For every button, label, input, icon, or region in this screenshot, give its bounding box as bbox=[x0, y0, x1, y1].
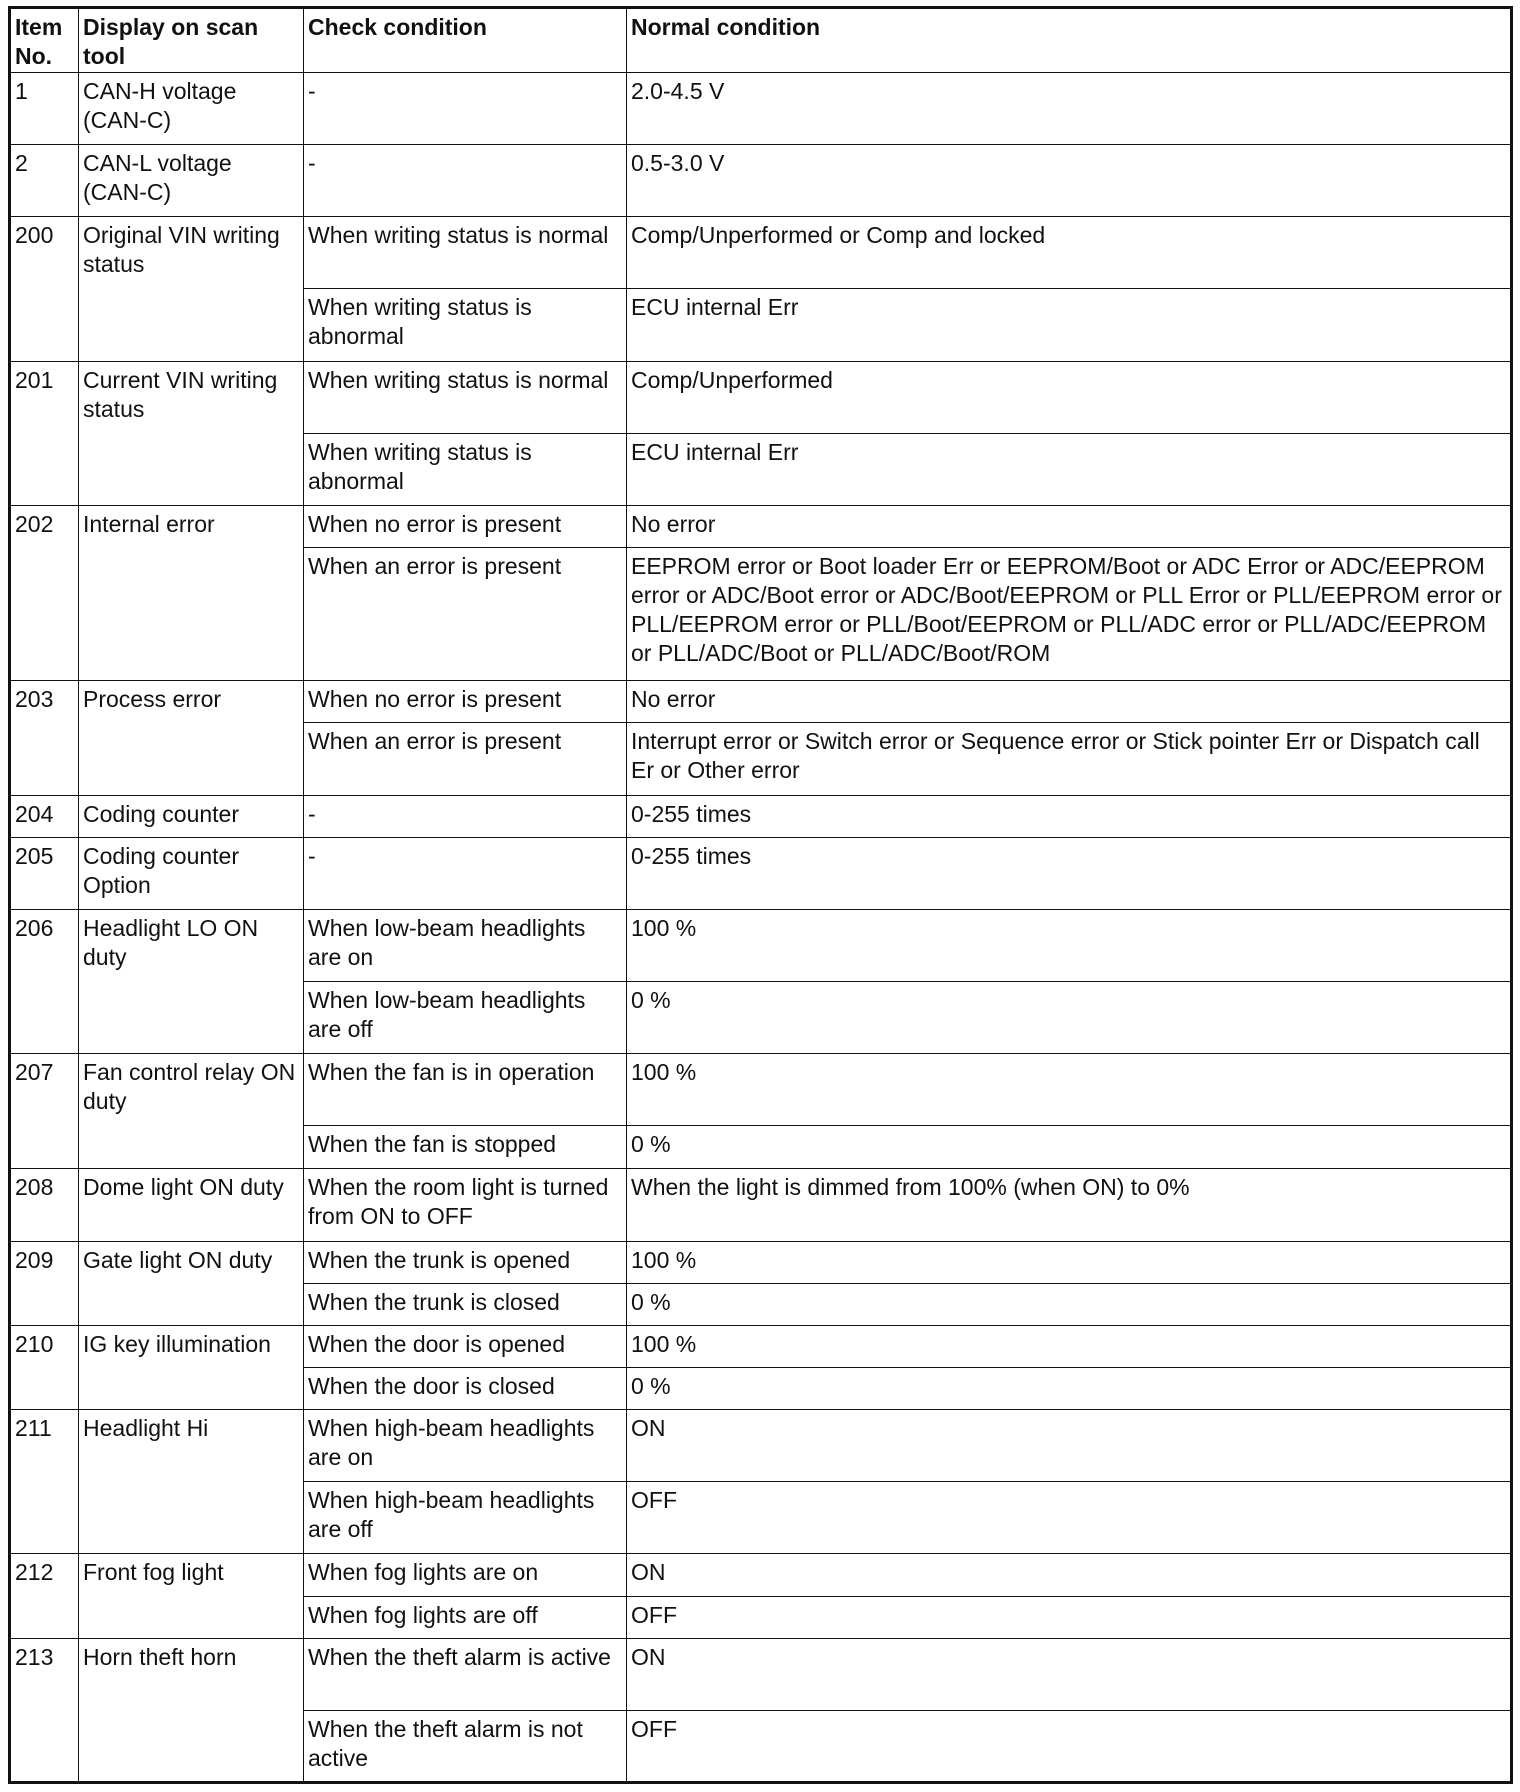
check-condition-cell: When the trunk is opened bbox=[304, 1242, 627, 1284]
table-row bbox=[10, 1410, 1512, 1482]
check-condition-cell: When writing status is normal bbox=[304, 362, 627, 434]
table-row bbox=[10, 1169, 1512, 1242]
header-item-no: Item No. bbox=[10, 8, 79, 73]
normal-condition-cell: 0.5-3.0 V bbox=[627, 145, 1512, 217]
display-name-cell: Internal error bbox=[79, 506, 304, 681]
display-name-cell: Headlight Hi bbox=[79, 1410, 304, 1554]
normal-condition-cell: OFF bbox=[627, 1482, 1512, 1554]
check-condition-cell: When the door is closed bbox=[304, 1368, 627, 1410]
normal-condition-cell: OFF bbox=[627, 1597, 1512, 1639]
table-row bbox=[10, 910, 1512, 982]
table-row bbox=[10, 1554, 1512, 1597]
item-number-cell: 210 bbox=[10, 1326, 79, 1410]
table-row bbox=[10, 217, 1512, 289]
display-name-cell: Current VIN writing status bbox=[79, 362, 304, 506]
display-name-cell: Process error bbox=[79, 681, 304, 796]
table-row bbox=[10, 1326, 1512, 1368]
header-display: Display on scan tool bbox=[79, 8, 304, 73]
check-condition-cell: When high-beam headlights are on bbox=[304, 1410, 627, 1482]
item-number-cell: 206 bbox=[10, 910, 79, 1054]
display-name-cell: Horn theft horn bbox=[79, 1639, 304, 1783]
check-condition-cell: When the fan is stopped bbox=[304, 1126, 627, 1169]
check-condition-cell: When low-beam headlights are off bbox=[304, 982, 627, 1054]
table-row bbox=[10, 838, 1512, 910]
normal-condition-cell: 0 % bbox=[627, 1368, 1512, 1410]
display-name-cell: Fan control relay ON duty bbox=[79, 1054, 304, 1169]
item-number-cell: 203 bbox=[10, 681, 79, 796]
display-name-cell: Coding counter bbox=[79, 796, 304, 838]
check-condition-cell: When high-beam headlights are off bbox=[304, 1482, 627, 1554]
display-name-cell: Original VIN writing status bbox=[79, 217, 304, 362]
check-condition-cell: When low-beam headlights are on bbox=[304, 910, 627, 982]
check-condition-cell: When no error is present bbox=[304, 506, 627, 548]
table-row bbox=[10, 681, 1512, 723]
normal-condition-cell: 100 % bbox=[627, 910, 1512, 982]
item-number-cell: 2 bbox=[10, 145, 79, 217]
check-condition-cell: When the theft alarm is not active bbox=[304, 1711, 627, 1783]
check-condition-cell: - bbox=[304, 73, 627, 145]
check-condition-cell: When an error is present bbox=[304, 548, 627, 681]
header-check-condition: Check condition bbox=[304, 8, 627, 73]
check-condition-cell: When the trunk is closed bbox=[304, 1284, 627, 1326]
table-row bbox=[10, 362, 1512, 434]
display-name-cell: Front fog light bbox=[79, 1554, 304, 1639]
item-number-cell: 200 bbox=[10, 217, 79, 362]
normal-condition-cell: No error bbox=[627, 681, 1512, 723]
normal-condition-cell: OFF bbox=[627, 1711, 1512, 1783]
check-condition-cell: - bbox=[304, 145, 627, 217]
display-name-cell: CAN-L voltage (CAN-C) bbox=[79, 145, 304, 217]
check-condition-cell: When the door is opened bbox=[304, 1326, 627, 1368]
display-name-cell: Coding counter Option bbox=[79, 838, 304, 910]
normal-condition-cell: Comp/Unperformed or Comp and locked bbox=[627, 217, 1512, 289]
check-condition-cell: When the theft alarm is active bbox=[304, 1639, 627, 1711]
normal-condition-cell: 0 % bbox=[627, 1126, 1512, 1169]
table-row bbox=[10, 796, 1512, 838]
check-condition-cell: When an error is present bbox=[304, 723, 627, 796]
normal-condition-cell: 0-255 times bbox=[627, 838, 1512, 910]
check-condition-cell: When no error is present bbox=[304, 681, 627, 723]
normal-condition-cell: 100 % bbox=[627, 1326, 1512, 1368]
data-monitor-table bbox=[8, 6, 1513, 1784]
item-number-cell: 205 bbox=[10, 838, 79, 910]
table-row bbox=[10, 506, 1512, 548]
item-number-cell: 209 bbox=[10, 1242, 79, 1326]
normal-condition-cell: 0 % bbox=[627, 1284, 1512, 1326]
item-number-cell: 1 bbox=[10, 73, 79, 145]
item-number-cell: 201 bbox=[10, 362, 79, 506]
header-normal-condition: Normal condition bbox=[627, 8, 1512, 73]
normal-condition-cell: No error bbox=[627, 506, 1512, 548]
check-condition-cell: When fog lights are off bbox=[304, 1597, 627, 1639]
check-condition-cell: When writing status is abnormal bbox=[304, 434, 627, 506]
check-condition-cell: - bbox=[304, 838, 627, 910]
normal-condition-cell: ECU internal Err bbox=[627, 434, 1512, 506]
normal-condition-cell: ECU internal Err bbox=[627, 289, 1512, 362]
item-number-cell: 212 bbox=[10, 1554, 79, 1639]
normal-condition-cell: When the light is dimmed from 100% (when ON) to 0% bbox=[627, 1169, 1512, 1242]
normal-condition-cell: ON bbox=[627, 1410, 1512, 1482]
check-condition-cell: When writing status is abnormal bbox=[304, 289, 627, 362]
table-row bbox=[10, 73, 1512, 145]
item-number-cell: 208 bbox=[10, 1169, 79, 1242]
table-row bbox=[10, 1639, 1512, 1711]
display-name-cell: CAN-H voltage (CAN-C) bbox=[79, 73, 304, 145]
check-condition-cell: When the fan is in operation bbox=[304, 1054, 627, 1126]
table-row bbox=[10, 1242, 1512, 1284]
normal-condition-cell: ON bbox=[627, 1639, 1512, 1711]
display-name-cell: IG key illumination bbox=[79, 1326, 304, 1410]
check-condition-cell: When fog lights are on bbox=[304, 1554, 627, 1597]
normal-condition-cell: 100 % bbox=[627, 1054, 1512, 1126]
display-name-cell: Dome light ON duty bbox=[79, 1169, 304, 1242]
item-number-cell: 207 bbox=[10, 1054, 79, 1169]
header-row bbox=[10, 8, 1512, 73]
display-name-cell: Gate light ON duty bbox=[79, 1242, 304, 1326]
normal-condition-cell: ON bbox=[627, 1554, 1512, 1597]
normal-condition-cell: 100 % bbox=[627, 1242, 1512, 1284]
item-number-cell: 211 bbox=[10, 1410, 79, 1554]
normal-condition-cell: 0-255 times bbox=[627, 796, 1512, 838]
normal-condition-cell: Interrupt error or Switch error or Sequence error or Stick pointer Err or Dispatch call Er or Other error bbox=[627, 723, 1512, 796]
normal-condition-cell: 0 % bbox=[627, 982, 1512, 1054]
check-condition-cell: When writing status is normal bbox=[304, 217, 627, 289]
check-condition-cell: When the room light is turned from ON to OFF bbox=[304, 1169, 627, 1242]
table-row bbox=[10, 145, 1512, 217]
normal-condition-cell: Comp/Unperformed bbox=[627, 362, 1512, 434]
normal-condition-cell: EEPROM error or Boot loader Err or EEPROM/Boot or ADC Error or ADC/EEPROM error or ADC/Boot error or ADC/Boot/EEPROM or PLL Error or PLL/EEPROM error or PLL/EEPROM error or PLL/Boot/EEPROM or PLL/ADC error or PLL/ADC/EEPROM or PLL/ADC/Boot or PLL/ADC/Boot/ROM bbox=[627, 548, 1512, 681]
item-number-cell: 204 bbox=[10, 796, 79, 838]
item-number-cell: 202 bbox=[10, 506, 79, 681]
table-row bbox=[10, 1054, 1512, 1126]
normal-condition-cell: 2.0-4.5 V bbox=[627, 73, 1512, 145]
item-number-cell: 213 bbox=[10, 1639, 79, 1783]
display-name-cell: Headlight LO ON duty bbox=[79, 910, 304, 1054]
check-condition-cell: - bbox=[304, 796, 627, 838]
